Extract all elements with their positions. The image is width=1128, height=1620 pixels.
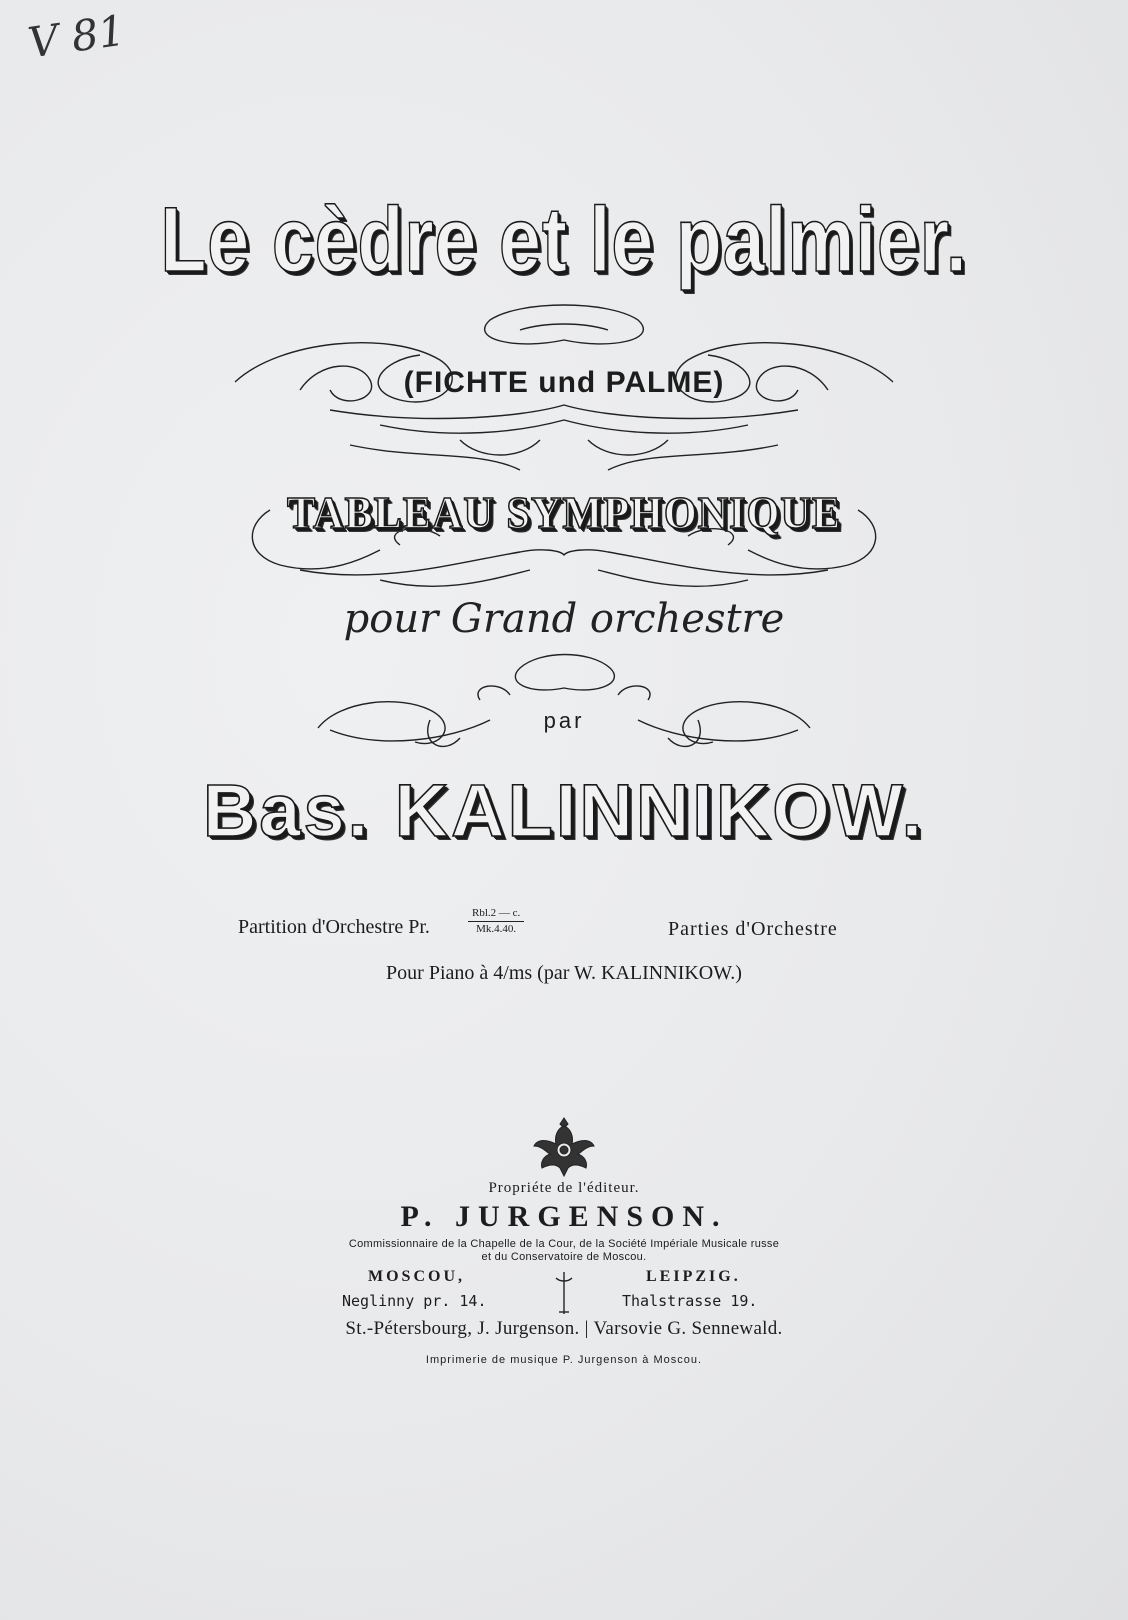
publisher-name: P. JURGENSON. [400, 1200, 728, 1233]
genre-heading: TABLEAU SYMPHONIQUE [287, 487, 841, 538]
score-price [468, 906, 524, 937]
composer-name: Bas. KALINNIKOW. [202, 769, 926, 852]
piano-arrangement: Pour Piano à 4/ms (par W. KALINNIKOW.) [386, 962, 742, 984]
imperial-eagle-icon [528, 1110, 600, 1182]
score-price-rbl: Rbl.2 — c. [468, 906, 524, 922]
moscow-address: Neglinny pr. 14. [342, 1292, 487, 1310]
branch-offices: St.-Pétersbourg, J. Jurgenson. | Varsovie G. Sennewald. [345, 1318, 783, 1339]
score-price-label: Partition d'Orchestre Pr. [238, 916, 430, 938]
title: Le cèdre et le palmier. [160, 189, 968, 291]
commission-line-2: et du Conservatoire de Moscou. [481, 1251, 647, 1263]
anchor-divider-icon [552, 1268, 576, 1318]
parts-label: Parties d'Orchestre [668, 918, 838, 940]
property-note: Propriéte de l'éditeur. [488, 1180, 640, 1196]
city-leipzig: LEIPZIG. [646, 1268, 741, 1285]
leipzig-address: Thalstrasse 19. [622, 1292, 758, 1310]
instrumentation: pour Grand orchestre [343, 596, 785, 642]
commission-line-1: Commissionnaire de la Chapelle de la Cour, de la Société Impériale Musicale russe [348, 1238, 780, 1250]
by-label: par [543, 708, 585, 733]
commission-text [0, 1238, 1128, 1264]
subtitle: (FICHTE und PALME) [403, 366, 725, 399]
handwritten-shelfmark: V 81 [25, 5, 129, 68]
printer-note: Imprimerie de musique P. Jurgenson à Moscou. [425, 1354, 703, 1366]
city-moscow: MOSCOU, [368, 1268, 465, 1285]
score-price-mk: Mk.4.40. [476, 923, 517, 935]
